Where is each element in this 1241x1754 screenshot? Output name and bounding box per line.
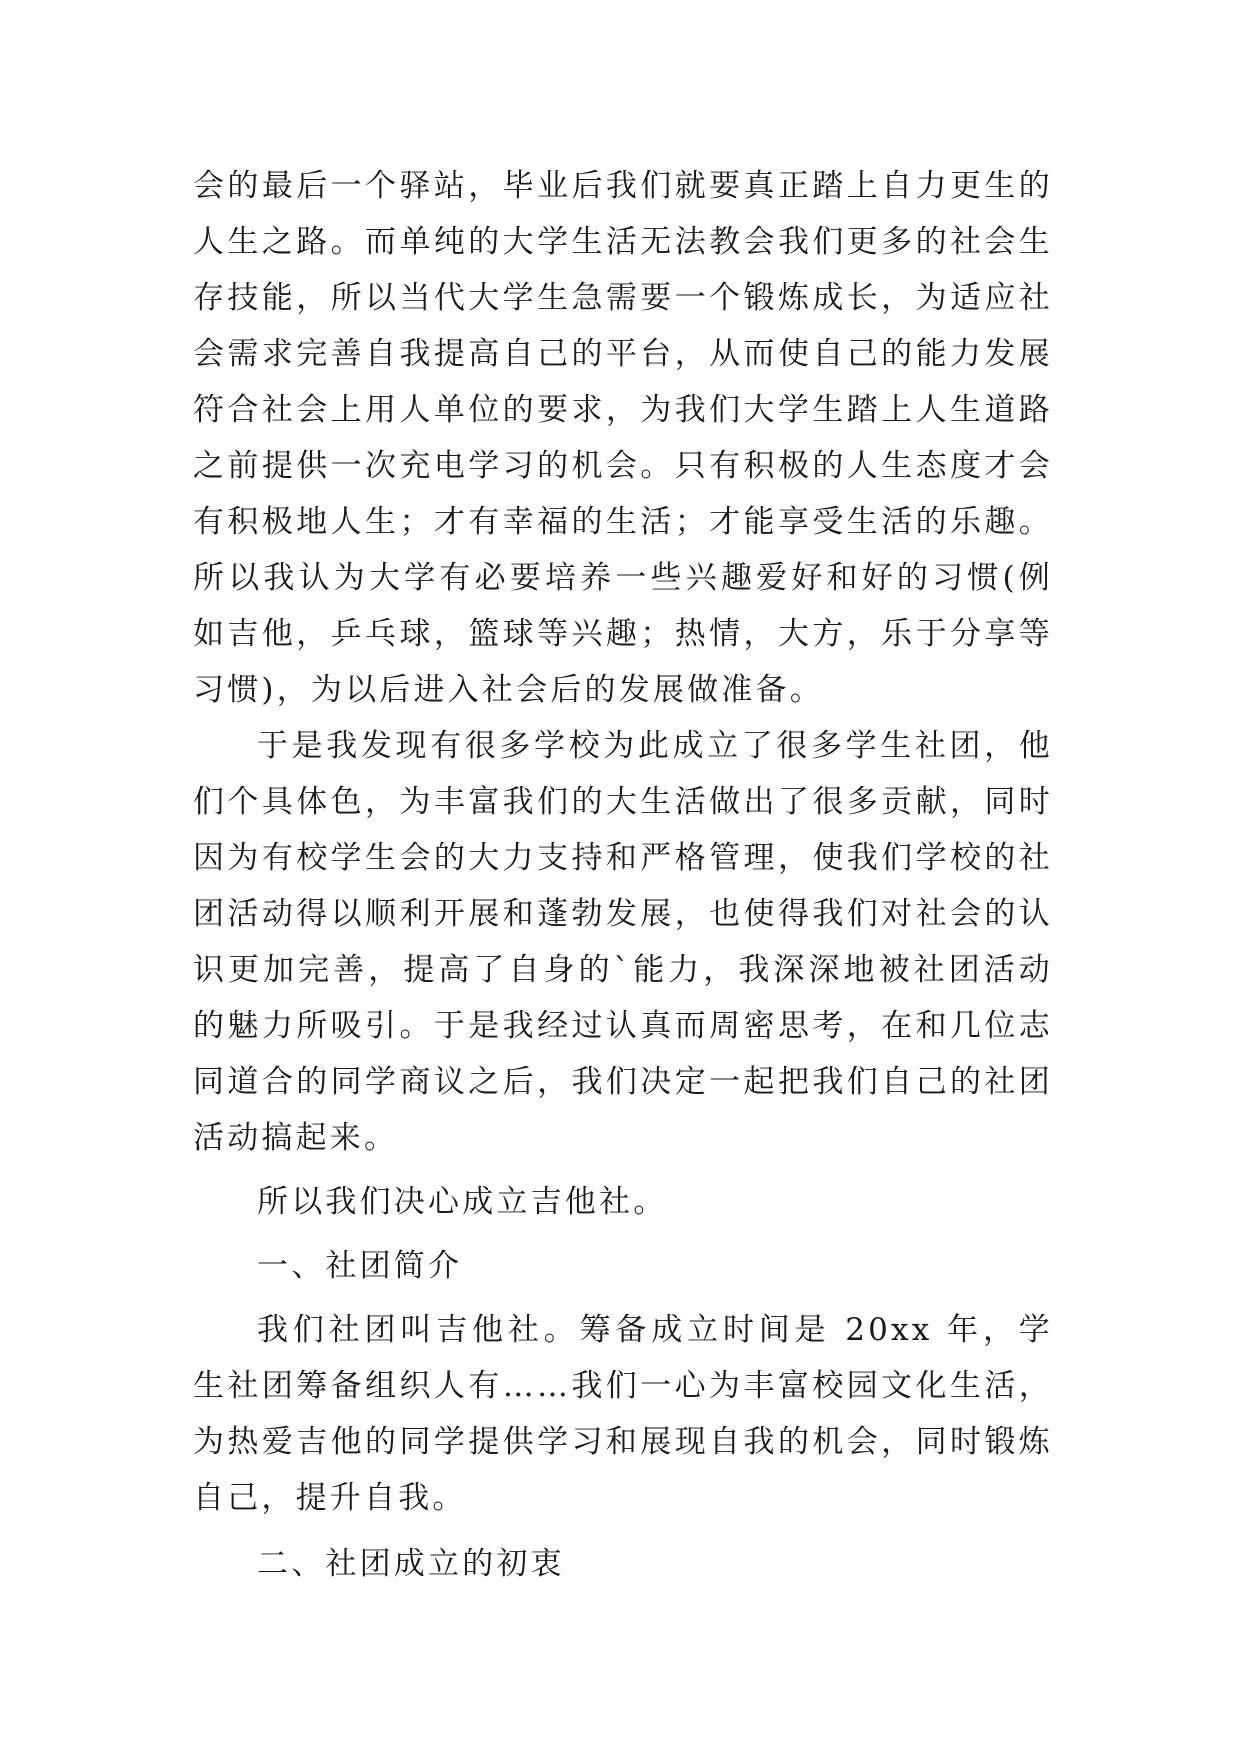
paragraph-student-clubs: 于是我发现有很多学校为此成立了很多学生社团，他们个具体色，为丰富我们的大生活做出了很多贡献，同时因为有校学生会的大力支持和严格管理，使我们学校的社团活动得以顺利开展和蓬勃发展，也使得我们对社会的认识更加完善，提高了自身的`能力，我深深地被社团活动的魅力所吸引。于是我经过认真而周密思考，在和几位志同道合的同学商议之后，我们决定一起把我们自己的社团活动搞起来。 <box>193 728 1053 1156</box>
paragraph-continuation: 会的最后一个驿站，毕业后我们就要真正踏上自力更生的人生之路。而单纯的大学生活无法教会我们更多的社会生存技能，所以当代大学生急需要一个锻炼成长，为适应社会需求完善自我提高自己的平台，从而使自己的能力发展符合社会上用人单位的要求，为我们大学生踏上人生道路之前提供一次充电学习的机会。只有积极的人生态度才会有积极地人生；才有幸福的生活；才能享受生活的乐趣。所以我认为大学有必要培养一些兴趣爱好和好的习惯(例如吉他，乒乓球，篮球等兴趣；热情，大方，乐于分享等习惯)，为以后进入社会后的发展做准备。 <box>193 168 1053 708</box>
document-body <box>193 158 1053 1592</box>
paragraph-decision: 所以我们决心成立吉他社。 <box>257 1184 668 1220</box>
section-heading-club-purpose: 二、社团成立的初衷 <box>257 1546 565 1582</box>
section-heading-club-intro: 一、社团简介 <box>257 1248 463 1284</box>
paragraph-club-intro: 我们社团叫吉他社。筹备成立时间是 20xx 年，学生社团筹备组织人有……我们一心为丰富校园文化生活，为热爱吉他的同学提供学习和展现自我的机会，同时锻炼自己，提升自我。 <box>193 1312 1053 1516</box>
